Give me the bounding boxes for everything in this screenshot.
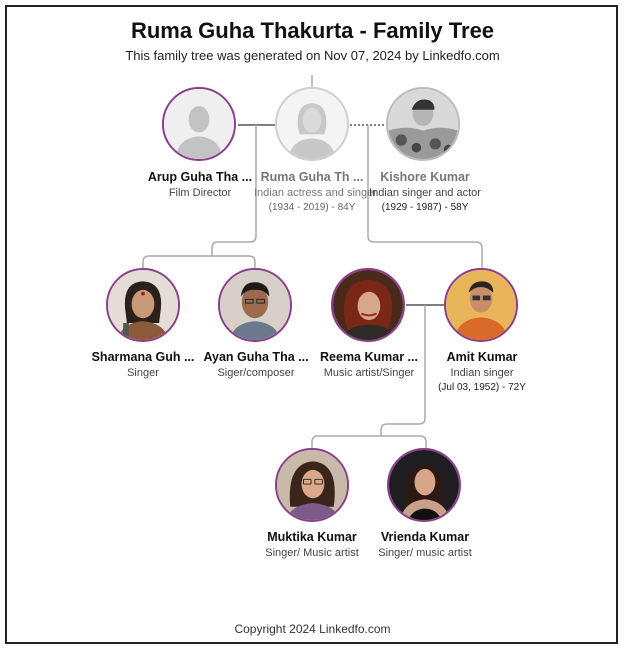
photo-muktika-icon [277, 450, 347, 520]
person-name: Ayan Guha Tha ... [203, 350, 309, 364]
avatar-kishore[interactable] [386, 87, 460, 161]
person-silhouette-icon [164, 89, 234, 159]
person-amit[interactable] [424, 350, 540, 393]
person-kishore[interactable] [367, 170, 483, 213]
person-sharmana[interactable] [85, 350, 201, 379]
page-title: Ruma Guha Thakurta - Family Tree [130, 18, 495, 43]
photo-kishore-icon [388, 89, 458, 159]
person-name: Vrienda Kumar [380, 530, 470, 544]
person-role: Film Director [168, 187, 232, 199]
person-role: Siger/composer [217, 367, 295, 379]
avatar-amit[interactable] [444, 268, 518, 342]
person-role: Singer [127, 367, 159, 379]
person-dates: (Jul 03, 1952) - 72Y [438, 382, 526, 393]
photo-amit-icon [446, 270, 516, 340]
person-name: Muktika Kumar [267, 530, 357, 544]
person-role: Indian actress and singer [254, 187, 377, 199]
person-name: Sharmana Guh ... [91, 350, 195, 364]
person-dates: (1934 - 2019) - 84Y [268, 202, 356, 213]
person-name: Arup Guha Tha ... [147, 170, 253, 184]
person-role: Singer/ Music artist [265, 547, 359, 559]
avatar-muktika[interactable] [275, 448, 349, 522]
person-silhouette-female-icon [277, 89, 347, 159]
person-muktika[interactable] [254, 530, 370, 559]
person-role: Music artist/Singer [323, 367, 415, 379]
avatar-arup[interactable] [162, 87, 236, 161]
copyright-footer: Copyright 2024 Linkedfo.com [234, 622, 391, 636]
person-ruma[interactable] [254, 170, 377, 213]
person-role: Indian singer [450, 367, 514, 379]
photo-reema-icon [333, 270, 403, 340]
person-reema[interactable] [311, 350, 427, 379]
person-name: Kishore Kumar [380, 170, 470, 184]
avatar-sharmana[interactable] [106, 268, 180, 342]
photo-sharmana-icon [108, 270, 178, 340]
photo-ayan-icon [220, 270, 290, 340]
person-dates: (1929 - 1987) - 58Y [381, 202, 469, 213]
person-role: Indian singer and actor [369, 187, 481, 199]
person-role: Singer/ music artist [378, 547, 472, 559]
photo-vrienda-icon [389, 450, 459, 520]
person-arup[interactable] [142, 170, 258, 199]
person-name: Amit Kumar [446, 350, 518, 364]
person-ayan[interactable] [198, 350, 314, 379]
person-name: Reema Kumar ... [320, 350, 418, 364]
avatar-reema[interactable] [331, 268, 405, 342]
avatar-ayan[interactable] [218, 268, 292, 342]
avatar-vrienda[interactable] [387, 448, 461, 522]
avatar-ruma[interactable] [275, 87, 349, 161]
page-subtitle: This family tree was generated on Nov 07, 2024 by Linkedfo.com [125, 48, 500, 63]
person-name: Ruma Guha Th ... [260, 170, 364, 184]
person-vrienda[interactable] [367, 530, 483, 559]
